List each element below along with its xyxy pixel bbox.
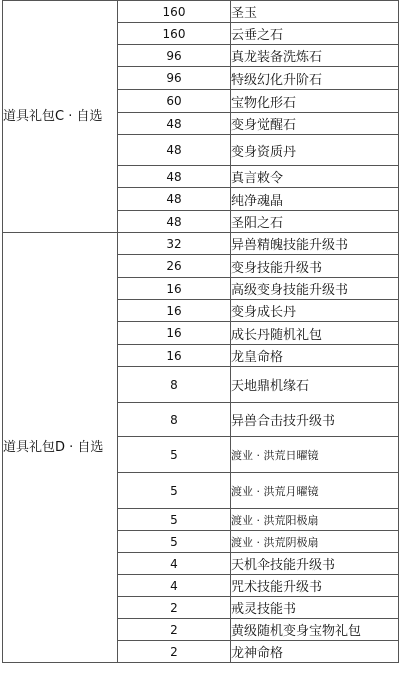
item-name-cell: 圣阳之石 [231, 211, 399, 233]
quantity-cell: 2 [118, 597, 231, 619]
item-name-cell: 渡业 · 洪荒阴极扇 [231, 531, 399, 553]
pack-name-cell: 道具礼包D · 自选 [3, 233, 118, 663]
quantity-cell: 96 [118, 67, 231, 90]
quantity-cell: 5 [118, 473, 231, 509]
item-name-cell: 高级变身技能升级书 [231, 278, 399, 300]
pack-name-cell: 道具礼包C · 自选 [3, 1, 118, 233]
item-name-cell: 天机伞技能升级书 [231, 553, 399, 575]
item-name-cell: 咒术技能升级书 [231, 575, 399, 597]
item-name-cell: 变身资质丹 [231, 135, 399, 166]
item-name-cell: 变身成长丹 [231, 300, 399, 322]
item-name-cell: 真言敕令 [231, 166, 399, 188]
item-name-cell: 戒灵技能书 [231, 597, 399, 619]
quantity-cell: 8 [118, 403, 231, 437]
item-name-cell: 天地鼎机缘石 [231, 367, 399, 403]
item-name-cell: 龙皇命格 [231, 345, 399, 367]
quantity-cell: 2 [118, 641, 231, 663]
table-row [3, 1, 399, 23]
item-name-cell: 渡业 · 洪荒阳极扇 [231, 509, 399, 531]
table-row [3, 233, 399, 255]
quantity-cell: 16 [118, 278, 231, 300]
item-name-cell: 真龙装备洗炼石 [231, 45, 399, 67]
item-name-cell: 黄级随机变身宝物礼包 [231, 619, 399, 641]
quantity-cell: 16 [118, 322, 231, 345]
quantity-cell: 5 [118, 437, 231, 473]
item-name-cell: 龙神命格 [231, 641, 399, 663]
quantity-cell: 96 [118, 45, 231, 67]
quantity-cell: 4 [118, 553, 231, 575]
quantity-cell: 26 [118, 255, 231, 278]
quantity-cell: 16 [118, 300, 231, 322]
item-name-cell: 成长丹随机礼包 [231, 322, 399, 345]
quantity-cell: 48 [118, 166, 231, 188]
item-name-cell: 变身觉醒石 [231, 113, 399, 135]
quantity-cell: 32 [118, 233, 231, 255]
quantity-cell: 60 [118, 90, 231, 113]
item-name-cell: 圣玉 [231, 1, 399, 23]
item-name-cell: 渡业 · 洪荒日曜镜 [231, 437, 399, 473]
item-name-cell: 异兽精魄技能升级书 [231, 233, 399, 255]
quantity-cell: 48 [118, 135, 231, 166]
quantity-cell: 160 [118, 23, 231, 45]
item-name-cell: 纯净魂晶 [231, 188, 399, 211]
quantity-cell: 5 [118, 531, 231, 553]
quantity-cell: 16 [118, 345, 231, 367]
quantity-cell: 48 [118, 113, 231, 135]
item-name-cell: 异兽合击技升级书 [231, 403, 399, 437]
quantity-cell: 48 [118, 188, 231, 211]
item-name-cell: 特级幻化升阶石 [231, 67, 399, 90]
quantity-cell: 5 [118, 509, 231, 531]
gift-pack-table-body [3, 1, 399, 663]
item-name-cell: 渡业 · 洪荒月曜镜 [231, 473, 399, 509]
item-name-cell: 宝物化形石 [231, 90, 399, 113]
quantity-cell: 2 [118, 619, 231, 641]
item-name-cell: 云垂之石 [231, 23, 399, 45]
gift-pack-table [2, 0, 399, 663]
quantity-cell: 4 [118, 575, 231, 597]
quantity-cell: 160 [118, 1, 231, 23]
quantity-cell: 8 [118, 367, 231, 403]
quantity-cell: 48 [118, 211, 231, 233]
item-name-cell: 变身技能升级书 [231, 255, 399, 278]
